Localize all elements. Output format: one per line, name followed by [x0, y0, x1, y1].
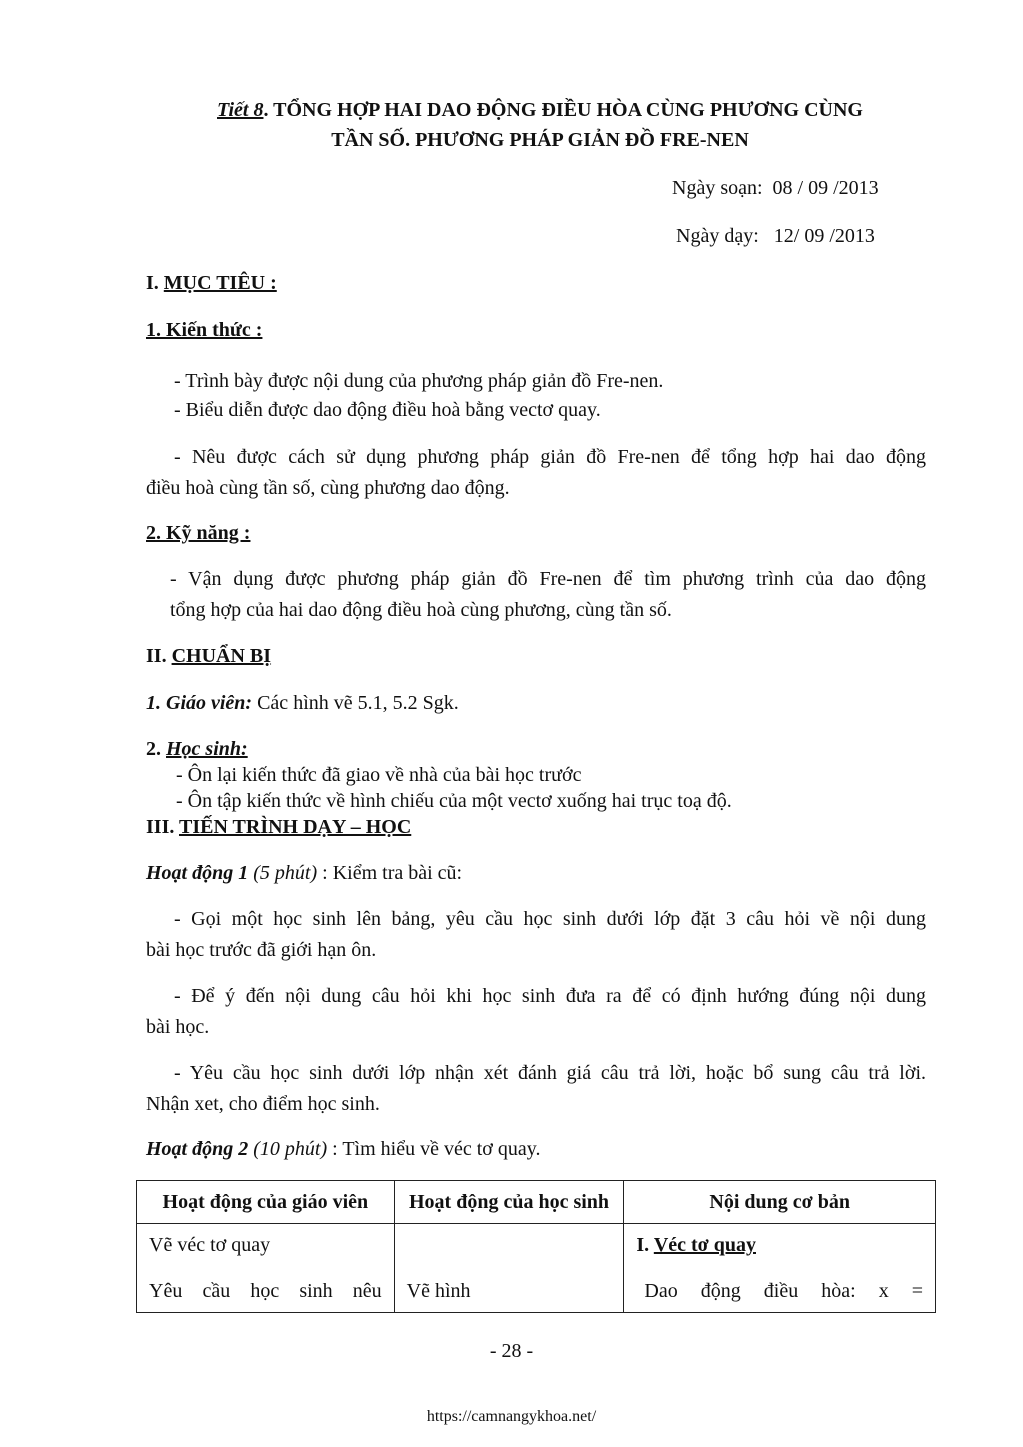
- teacher-cell: Vẽ véc tơ quay Yêu cầu học sinh nêu: [137, 1224, 395, 1313]
- teach-date: Ngày dạy: 12/ 09 /2013: [676, 225, 875, 247]
- header-teacher: Hoạt động của giáo viên: [137, 1181, 395, 1224]
- activity-1-paragraph-1: - Gọi một học sinh lên bảng, yêu cầu học sinh dưới lớp đặt 3 câu hỏi về nội dung bài học trước đã giới hạn ôn.: [146, 908, 926, 961]
- table-header-row: [137, 1181, 936, 1224]
- student-cell: Vẽ hình: [394, 1224, 624, 1313]
- knowledge-item-1: - Trình bày được nội dung của phương pháp giản đồ Fre-nen.: [174, 370, 664, 392]
- section-3-heading: III. TIẾN TRÌNH DẠY – HỌC: [146, 816, 412, 838]
- student-prep-item-2: - Ôn tập kiến thức về hình chiếu của một vectơ xuống hai trục toạ độ.: [176, 790, 732, 812]
- activity-1-paragraph-2: - Để ý đến nội dung câu hỏi khi học sinh đưa ra để có định hướng đúng nội dung bài học.: [146, 985, 926, 1038]
- header-content: Nội dung cơ bản: [624, 1181, 936, 1224]
- section-2-heading: II. CHUẨN BỊ: [146, 645, 272, 667]
- header-student: Hoạt động của học sinh: [394, 1181, 624, 1224]
- student-prep-item-1: - Ôn lại kiến thức đã giao về nhà của bài học trước: [176, 764, 582, 786]
- activity-table: [136, 1180, 936, 1313]
- lesson-title-line2: TẦN SỐ. PHƯƠNG PHÁP GIẢN ĐỒ FRE-NEN: [331, 129, 749, 151]
- source-url: https://camnangykhoa.net/: [426, 1408, 597, 1425]
- knowledge-heading: 1. Kiến thức :: [146, 319, 263, 341]
- lesson-number: Tiết 8: [217, 99, 264, 121]
- knowledge-paragraph: - Nêu được cách sử dụng phương pháp giản đồ Fre-nen để tổng hợp hai dao động điều hoà cùng tần số, cùng phương dao động.: [146, 446, 926, 499]
- activity-1-heading: Hoạt động 1 (5 phút) : Kiểm tra bài cũ:: [146, 862, 463, 884]
- prep-date: Ngày soạn: 08 / 09 /2013: [672, 177, 879, 199]
- skill-heading: 2. Kỹ năng :: [146, 522, 251, 544]
- table-row: [137, 1224, 936, 1313]
- student-prep-heading: 2. Học sinh:: [146, 738, 248, 760]
- teacher-prep: 1. Giáo viên: Các hình vẽ 5.1, 5.2 Sgk.: [146, 692, 459, 714]
- section-1-heading: I. MỤC TIÊU :: [146, 272, 277, 294]
- lesson-title-line1: Tiết 8. TỔNG HỢP HAI DAO ĐỘNG ĐIỀU HÒA CÙNG PHƯƠNG CÙNG: [217, 99, 863, 121]
- activity-2-heading: Hoạt động 2 (10 phút) : Tìm hiểu về véc tơ quay.: [146, 1138, 541, 1160]
- activity-1-paragraph-3: - Yêu cầu học sinh dưới lớp nhận xét đánh giá câu trả lời, hoặc bổ sung câu trả lời. Nhận xet, cho điểm học sinh.: [146, 1062, 926, 1115]
- skill-paragraph: - Vận dụng được phương pháp giản đồ Fre-nen để tìm phương trình của dao động tổng hợp của hai dao động điều hoà cùng phương, cùng tần số.: [170, 568, 926, 621]
- knowledge-item-2: - Biểu diễn được dao động điều hoà bằng vectơ quay.: [174, 399, 601, 421]
- content-cell: I. Véc tơ quay Dao động điều hòa: x =: [624, 1224, 936, 1313]
- page-number: - 28 -: [489, 1340, 534, 1362]
